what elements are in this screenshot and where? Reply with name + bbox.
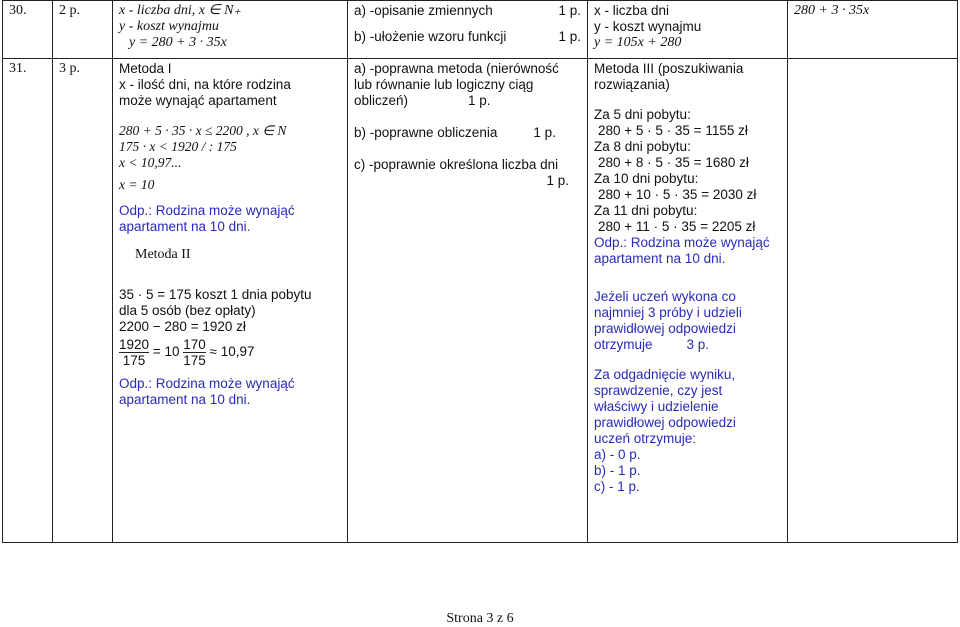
math-line: 175 · x < 1920 / : 175: [119, 139, 237, 154]
criteria-cell: [348, 59, 588, 543]
criterion: a) -opisanie zmiennych: [354, 3, 493, 18]
attempt-line: Za 11 dni pobytu:: [594, 203, 698, 218]
fraction-numerator: 1920: [119, 337, 150, 352]
note-line: otrzymuje: [594, 337, 653, 352]
answer-line: apartament na 10 dni.: [594, 251, 726, 266]
grading-table: [2, 0, 958, 543]
note-line: Za odgadnięcie wyniku,: [594, 367, 736, 382]
criterion: obliczeń): [354, 93, 409, 108]
fraction-denominator: 175: [183, 353, 206, 368]
attempt-line: Za 8 dni pobytu:: [594, 139, 691, 154]
criterion: a) -poprawna metoda (nierówność: [354, 61, 559, 76]
answer-line: apartament na 10 dni.: [119, 392, 251, 407]
attempt-line: Za 5 dni pobytu:: [594, 107, 691, 122]
task-number: 31.: [3, 59, 53, 543]
solution-cell: [113, 1, 348, 59]
alt-line: y - koszt wynajmu: [594, 19, 702, 34]
note-line: prawidłowej odpowiedzi: [594, 321, 736, 336]
answer-line: Odp.: Rodzina może wynająć: [594, 235, 770, 250]
task-30-row: [3, 1, 958, 59]
note-points: 3 p.: [686, 337, 710, 352]
criterion-points: 1 p.: [558, 29, 581, 44]
text-line: dla 5 osób (bez opłaty): [119, 303, 256, 318]
alt-line: x - liczba dni: [594, 3, 670, 18]
page-footer: Strona 3 z 6: [446, 611, 514, 626]
fraction-denominator: 175: [122, 353, 146, 368]
answer-line: Odp.: Rodzina może wynająć: [119, 203, 295, 218]
answer-line: apartament na 10 dni.: [119, 219, 251, 234]
text-line: x - ilość dni, na które rodzina: [119, 77, 291, 92]
attempt-line: 280 + 11 · 5 · 35 = 2205 zł: [598, 219, 756, 234]
note-line: sprawdzenie, czy jest: [594, 383, 723, 398]
task-number: 30.: [3, 1, 53, 59]
fraction-approx: ≈ 10,97: [209, 344, 255, 360]
task-31-row: [3, 59, 958, 543]
note-line: właściwy i udzielenie: [594, 399, 719, 414]
method-subtitle: (poszukiwania: [657, 61, 744, 76]
solution-cell: [113, 59, 348, 543]
answer-line: Odp.: Rodzina może wynająć: [119, 376, 295, 391]
note-line: prawidłowej odpowiedzi: [594, 415, 736, 430]
criterion-points: 1 p.: [558, 3, 581, 18]
extra-cell: 280 + 3 · 35x: [788, 1, 958, 59]
alternative-cell: [588, 1, 788, 59]
attempt-line: 280 + 8 · 5 · 35 = 1680 zł: [598, 155, 749, 170]
text-line: 35 · 5 = 175 koszt 1 dnia pobytu: [119, 287, 312, 302]
extra-cell: [788, 59, 958, 543]
task-points: 3 p.: [53, 59, 113, 543]
attempt-line: Za 10 dni pobytu:: [594, 171, 699, 186]
criterion: b) -poprawne obliczenia: [354, 125, 498, 140]
math-line: x < 10,97...: [119, 155, 182, 170]
criterion-points: 1 p.: [533, 125, 556, 140]
method-title: Metoda III: [594, 61, 655, 76]
sol-line: y - koszt wynajmu: [119, 19, 219, 34]
note-line: najmniej 3 próby i udzieli: [594, 305, 742, 320]
method-subtitle: rozwiązania): [594, 77, 670, 92]
text-line: może wynająć apartament: [119, 93, 277, 108]
method-title: Metoda I: [119, 61, 172, 76]
note-line: a) - 0 p.: [594, 447, 641, 462]
criterion-points: 1 p.: [468, 93, 491, 108]
task-points: 2 p.: [53, 1, 113, 59]
math-line: 280 + 5 · 35 · x ≤ 2200 , x ∈ N: [119, 123, 287, 138]
criterion-points: 1 p.: [546, 173, 569, 188]
text-line: 2200 − 280 = 1920 zł: [119, 319, 246, 334]
criteria-cell: [348, 1, 588, 59]
alt-line: y = 105x + 280: [594, 35, 682, 50]
note-line: uczeń otrzymuje:: [594, 431, 697, 446]
sol-line: x - liczba dni, x ∈ N₊: [119, 3, 241, 18]
criterion: lub równanie lub logiczny ciąg: [354, 77, 534, 92]
fraction-eq: = 10: [152, 344, 180, 360]
note-line: Jeżeli uczeń wykona co: [594, 289, 736, 304]
criterion: b) -ułożenie wzoru funkcji: [354, 29, 507, 44]
note-line: b) - 1 p.: [594, 463, 641, 478]
method-title: Metoda II: [135, 247, 191, 262]
attempt-line: 280 + 5 · 5 · 35 = 1155 zł: [598, 123, 748, 138]
fraction-line: [119, 337, 341, 368]
fraction-numerator: 170: [183, 337, 206, 352]
sol-line: y = 280 + 3 · 35x: [129, 35, 227, 50]
criterion: c) -poprawnie określona liczba dni: [354, 157, 559, 172]
attempt-line: 280 + 10 · 5 · 35 = 2030 zł: [598, 187, 757, 202]
math-line: x = 10: [119, 177, 155, 192]
note-line: c) - 1 p.: [594, 479, 640, 494]
alternative-cell: [588, 59, 788, 543]
